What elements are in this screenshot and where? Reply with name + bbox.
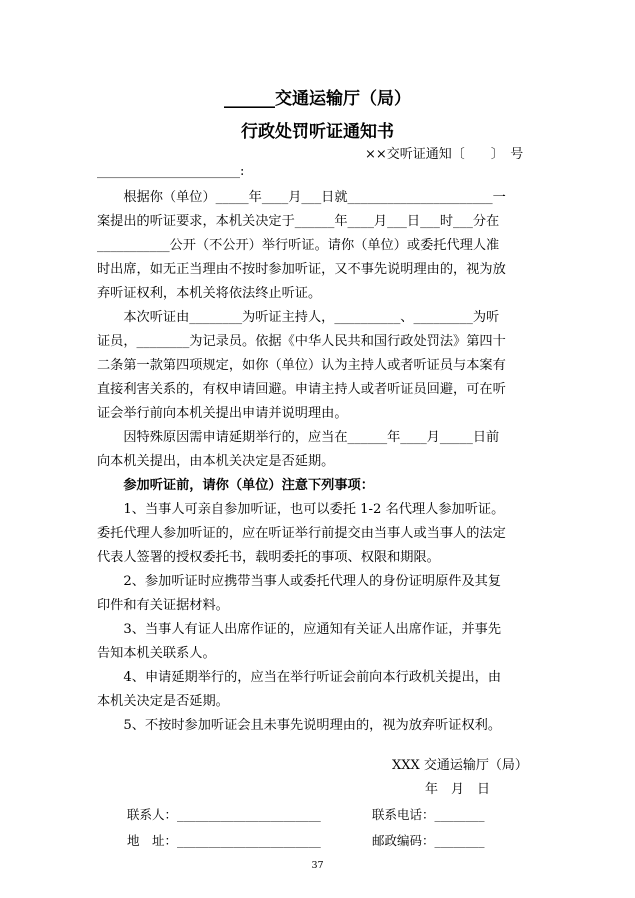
notice-line: 代表人签署的授权委托书，载明委托的事项、权限和期限。 (97, 550, 440, 565)
notice-line: 4、申请延期举行的，应当在举行听证会前向本行政机关提出，由 (97, 670, 502, 685)
contact-person-field: 联系人：_______________________ (127, 807, 321, 822)
notice-heading: 参加听证前，请你（单位）注意下列事项： (97, 478, 374, 493)
postcode-field: 邮政编码：________ (372, 833, 485, 848)
body-line: 证会举行前向本机关提出申请并说明理由。 (97, 406, 348, 421)
body-line: 证员，________为记录员。依据《中华人民共和国行政处罚法》第四十 (97, 334, 506, 349)
document-title: ______交通运输厅（局） (224, 89, 411, 109)
signature-org: XXX 交通运输厅（局） (392, 758, 528, 773)
body-line: 案提出的听证要求，本机关决定于______年____月___日___时___分在 (97, 214, 500, 229)
notice-line: 印件和有关证据材料。 (97, 598, 229, 613)
notice-line: 告知本机关联系人。 (97, 646, 216, 661)
notice-line: 委托代理人参加听证的，应在听证举行前提交由当事人或当事人的法定 (97, 526, 506, 541)
reference-number: ××交听证通知〔 〕 号 (365, 147, 524, 162)
addressee-line: ______________________: (97, 164, 245, 179)
body-line: ___________公开（不公开）举行听证。请你（单位）或委托代理人准 (97, 238, 500, 253)
page-number: 37 (311, 860, 324, 871)
notice-line: 本机关决定是否延期。 (97, 694, 229, 709)
body-line: 弃听证权利，本机关将依法终止听证。 (97, 286, 322, 301)
notice-line: 5、不按时参加听证会且未事先说明理由的，视为放弃听证权利。 (97, 718, 502, 733)
body-line: 直接利害关系的，有权申请回避。申请主持人或者听证员回避，可在听 (97, 382, 506, 397)
body-line: 二条第一款第四项规定，如你（单位）认为主持人或者听证员与本案有 (97, 358, 506, 373)
body-line: 因特殊原因需申请延期举行的，应当在______年____月_____日前 (97, 430, 500, 445)
notice-line: 3、当事人有证人出席作证的，应通知有关证人出席作证，并事先 (97, 622, 502, 637)
body-line: 向本机关提出，由本机关决定是否延期。 (97, 454, 335, 469)
document-subtitle: 行政处罚听证通知书 (241, 122, 394, 142)
notice-line: 1、当事人可亲自参加听证，也可以委托 1-2 名代理人参加听证。 (97, 502, 505, 517)
address-field: 地 址：_______________________ (127, 833, 321, 848)
body-line: 根据你（单位）_____年____月___日就______________________一 (97, 190, 506, 205)
contact-phone-field: 联系电话：________ (372, 807, 485, 822)
signature-date: 年 月 日 (425, 782, 491, 797)
notice-line: 2、参加听证时应携带当事人或委托代理人的身份证明原件及其复 (97, 574, 502, 589)
body-line: 本次听证由________为听证主持人，__________、_________为听 (97, 310, 500, 325)
body-line: 时出席，如无正当理由不按时参加听证，又不事先说明理由的，视为放 (97, 262, 506, 277)
